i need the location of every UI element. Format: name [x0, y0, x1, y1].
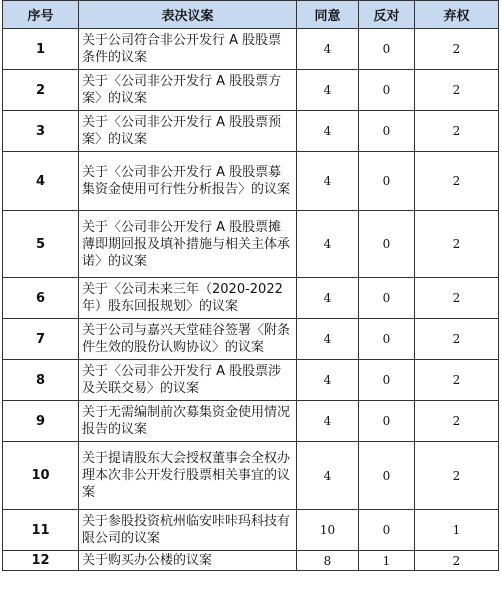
agree-count-cell: 8	[297, 551, 359, 571]
row-number-cell: 2	[3, 70, 79, 111]
row-number-cell: 7	[3, 319, 79, 360]
abstain-count-cell: 2	[415, 360, 499, 401]
motion-title-cell: 关于〈公司未来三年（2020-2022年）股东回报规划〉的议案	[79, 278, 297, 319]
row-number-cell: 8	[3, 360, 79, 401]
table-row	[3, 551, 499, 571]
agree-count-cell: 4	[297, 111, 359, 152]
motion-title-cell: 关于公司符合非公开发行 A 股股票条件的议案	[79, 29, 297, 70]
row-number-cell: 10	[3, 442, 79, 510]
oppose-count-cell: 0	[359, 510, 415, 551]
abstain-count-cell: 2	[415, 29, 499, 70]
agree-count-cell: 4	[297, 401, 359, 442]
oppose-count-cell: 0	[359, 360, 415, 401]
abstain-count-cell: 2	[415, 152, 499, 211]
voting-results-table-wrapper	[2, 0, 499, 571]
abstain-count-cell: 1	[415, 510, 499, 551]
abstain-count-cell: 2	[415, 278, 499, 319]
agree-count-cell: 4	[297, 278, 359, 319]
header-agree: 同意	[297, 1, 359, 29]
row-number-cell: 11	[3, 510, 79, 551]
oppose-count-cell: 1	[359, 551, 415, 571]
motion-title-cell: 关于〈公司非公开发行 A 股股票涉及关联交易〉的议案	[79, 360, 297, 401]
row-number-cell: 3	[3, 111, 79, 152]
agree-count-cell: 4	[297, 29, 359, 70]
abstain-count-cell: 2	[415, 211, 499, 278]
abstain-count-cell: 2	[415, 442, 499, 510]
motion-title-cell: 关于参股投资杭州临安咔咔玛科技有限公司的议案	[79, 510, 297, 551]
oppose-count-cell: 0	[359, 111, 415, 152]
agree-count-cell: 4	[297, 442, 359, 510]
row-number-cell: 12	[3, 551, 79, 571]
table-row	[3, 401, 499, 442]
motion-title-cell: 关于提请股东大会授权董事会全权办理本次非公开发行股票相关事宜的议案	[79, 442, 297, 510]
header-motion: 表决议案	[79, 1, 297, 29]
oppose-count-cell: 0	[359, 401, 415, 442]
table-row	[3, 360, 499, 401]
row-number-cell: 1	[3, 29, 79, 70]
voting-results-table	[2, 0, 499, 571]
table-row	[3, 442, 499, 510]
motion-title-cell: 关于〈公司非公开发行 A 股股票预案〉的议案	[79, 111, 297, 152]
agree-count-cell: 10	[297, 510, 359, 551]
abstain-count-cell: 2	[415, 111, 499, 152]
agree-count-cell: 4	[297, 70, 359, 111]
abstain-count-cell: 2	[415, 70, 499, 111]
agree-count-cell: 4	[297, 360, 359, 401]
table-header-row	[3, 1, 499, 29]
motion-title-cell: 关于无需编制前次募集资金使用情况报告的议案	[79, 401, 297, 442]
agree-count-cell: 4	[297, 211, 359, 278]
motion-title-cell: 关于〈公司非公开发行 A 股股票摊薄即期回报及填补措施与相关主体承诺〉的议案	[79, 211, 297, 278]
row-number-cell: 9	[3, 401, 79, 442]
abstain-count-cell: 2	[415, 319, 499, 360]
oppose-count-cell: 0	[359, 29, 415, 70]
oppose-count-cell: 0	[359, 442, 415, 510]
row-number-cell: 4	[3, 152, 79, 211]
oppose-count-cell: 0	[359, 70, 415, 111]
agree-count-cell: 4	[297, 152, 359, 211]
table-row	[3, 152, 499, 211]
motion-title-cell: 关于〈公司非公开发行 A 股股票方案〉的议案	[79, 70, 297, 111]
header-oppose: 反对	[359, 1, 415, 29]
agree-count-cell: 4	[297, 319, 359, 360]
oppose-count-cell: 0	[359, 278, 415, 319]
motion-title-cell: 关于〈公司非公开发行 A 股股票募集资金使用可行性分析报告〉的议案	[79, 152, 297, 211]
table-row	[3, 510, 499, 551]
oppose-count-cell: 0	[359, 152, 415, 211]
table-row	[3, 111, 499, 152]
motion-title-cell: 关于购买办公楼的议案	[79, 551, 297, 571]
table-row	[3, 29, 499, 70]
table-row	[3, 70, 499, 111]
motion-title-cell: 关于公司与嘉兴天堂硅谷签署〈附条件生效的股份认购协议〉的议案	[79, 319, 297, 360]
header-abstain: 弃权	[415, 1, 499, 29]
row-number-cell: 6	[3, 278, 79, 319]
abstain-count-cell: 2	[415, 401, 499, 442]
table-row	[3, 319, 499, 360]
oppose-count-cell: 0	[359, 211, 415, 278]
header-no: 序号	[3, 1, 79, 29]
table-row	[3, 278, 499, 319]
abstain-count-cell: 2	[415, 551, 499, 571]
table-row	[3, 211, 499, 278]
oppose-count-cell: 0	[359, 319, 415, 360]
table-body	[3, 29, 499, 571]
row-number-cell: 5	[3, 211, 79, 278]
